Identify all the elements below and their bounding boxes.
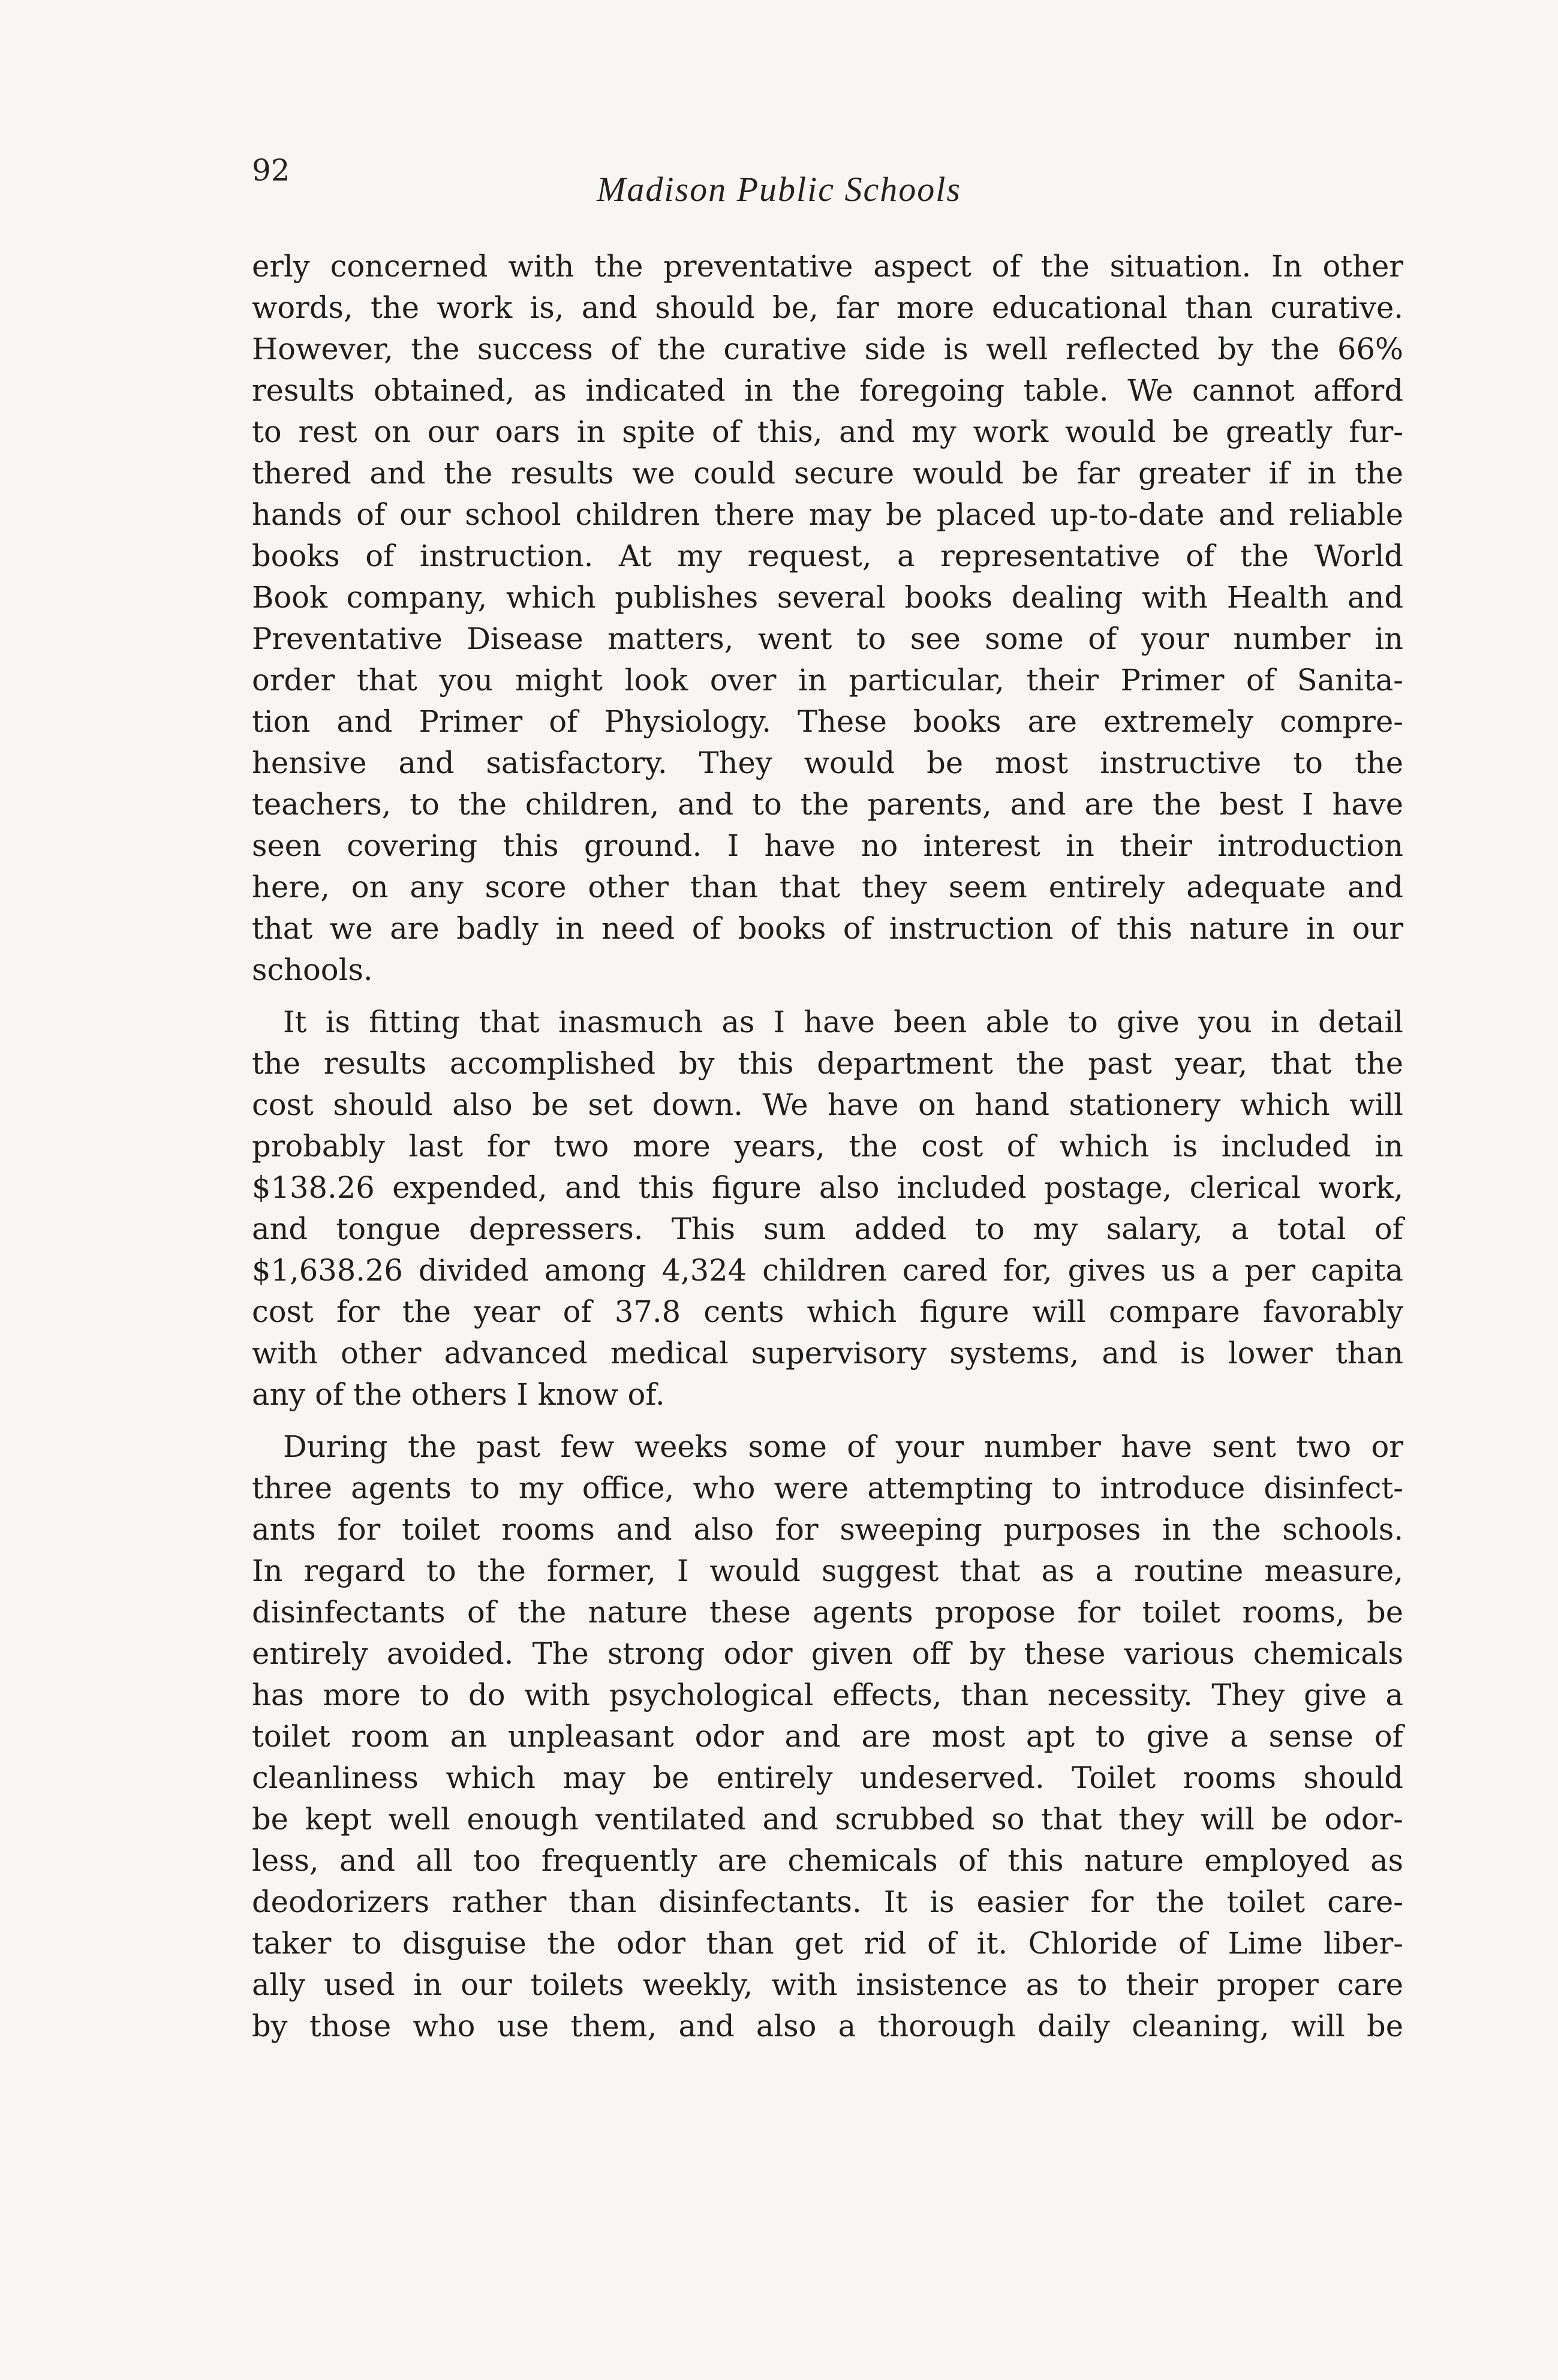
text-line: by those who use them, and also a thorough daily cleaning, will be (252, 2009, 1403, 2044)
text-line: taker to disguise the odor than get rid of it. Chloride of Lime liber- (252, 1926, 1403, 1961)
text-line: be kept well enough ventilated and scrubbed so that they will be odor- (252, 1802, 1403, 1837)
running-title: Madison Public Schools (597, 170, 961, 209)
text-line: any of the others I know of. (252, 1377, 665, 1412)
text-line: here, on any score other than that they seem entirely adequate and (252, 870, 1403, 904)
text-line: toilet room an unpleasant odor and are most apt to give a sense of (252, 1719, 1403, 1754)
text-line: Book company, which publishes several books dealing with Health and (252, 580, 1403, 615)
text-line: less, and all too frequently are chemicals of this nature employed as (252, 1843, 1403, 1878)
text-line: teachers, to the children, and to the parents, and are the best I have (252, 787, 1403, 822)
text-line: probably last for two more years, the cost of which is included in (252, 1129, 1403, 1164)
text-line: erly concerned with the preventative aspect of the situation. In other (252, 249, 1403, 284)
paragraph-2 (252, 1002, 1403, 1416)
text-line: hands of our school children there may be placed up-to-date and reliable (252, 497, 1403, 532)
text-line: cost for the year of 37.8 cents which figure will compare favorably (252, 1294, 1403, 1329)
text-line: tion and Primer of Physiology. These books are extremely compre- (252, 704, 1403, 739)
text-line: results obtained, as indicated in the foregoing table. We cannot afford (252, 373, 1403, 408)
text-line: $1,638.26 divided among 4,324 children cared for, gives us a per capita (252, 1253, 1403, 1288)
text-line: three agents to my office, who were attempting to introduce disinfect- (252, 1471, 1403, 1505)
text-line: has more to do with psychological effects, than necessity. They give a (252, 1678, 1403, 1712)
text-line: disinfectants of the nature these agents propose for toilet rooms, be (252, 1595, 1403, 1630)
text-line: entirely avoided. The strong odor given off by these various chemicals (252, 1636, 1403, 1671)
text-line: that we are badly in need of books of instruction of this nature in our (252, 911, 1403, 946)
text-line: thered and the results we could secure would be far greater if in the (252, 456, 1403, 491)
text-line: ally used in our toilets weekly, with insistence as to their proper care (252, 1967, 1403, 2002)
text-line: ants for toilet rooms and also for sweeping purposes in the schools. (252, 1512, 1403, 1547)
text-line: cleanliness which may be entirely undeserved. Toilet rooms should (252, 1760, 1403, 1795)
text-line: In regard to the former, I would suggest that as a routine measure, (252, 1553, 1403, 1588)
text-line: However, the success of the curative side is well reflected by the 66% (252, 332, 1403, 366)
text-line: schools. (252, 952, 373, 987)
text-line: deodorizers rather than disinfectants. It is easier for the toilet care- (252, 1885, 1403, 1919)
text-line: It is fitting that inasmuch as I have been able to give you in detail (283, 1005, 1403, 1039)
text-line: During the past few weeks some of your number have sent two or (283, 1429, 1403, 1464)
text-line: the results accomplished by this department the past year, that the (252, 1046, 1403, 1081)
text-line: hensive and satisfactory. They would be most instructive to the (252, 746, 1403, 780)
paragraph-3 (252, 1426, 1403, 2047)
paragraph-1 (252, 246, 1403, 991)
text-line: order that you might look over in particular, their Primer of Sanita- (252, 663, 1403, 698)
page-number: 92 (252, 153, 290, 188)
text-line: cost should also be set down. We have on hand stationery which will (252, 1087, 1403, 1122)
text-line: $138.26 expended, and this figure also included postage, clerical work, (252, 1170, 1403, 1205)
text-line: seen covering this ground. I have no interest in their introduction (252, 828, 1403, 863)
text-line: and tongue depressers. This sum added to my salary, a total of (252, 1212, 1403, 1246)
text-line: books of instruction. At my request, a representative of the World (252, 539, 1403, 573)
text-line: with other advanced medical supervisory systems, and is lower than (252, 1336, 1403, 1371)
text-line: words, the work is, and should be, far more educational than curative. (252, 290, 1403, 325)
text-line: to rest on our oars in spite of this, and my work would be greatly fur- (252, 414, 1403, 449)
body-text (252, 246, 1403, 2047)
text-line: Preventative Disease matters, went to see some of your number in (252, 621, 1403, 656)
